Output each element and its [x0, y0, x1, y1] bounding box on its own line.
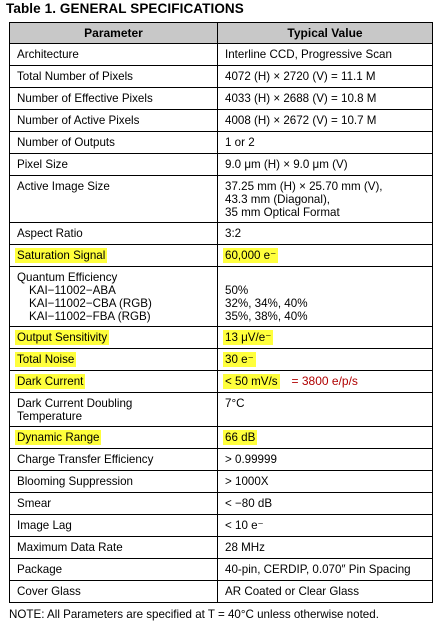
value-text: 28 MHz	[225, 541, 265, 554]
value-text	[225, 271, 426, 284]
value-cell	[218, 493, 433, 515]
table-row	[10, 176, 433, 223]
parameter-label: Cover Glass	[17, 585, 81, 598]
value-text: > 0.99999	[225, 453, 277, 466]
table-row	[10, 349, 433, 371]
table-row	[10, 327, 433, 349]
value-cell	[218, 349, 433, 371]
parameter-label: Total Number of Pixels	[17, 70, 133, 83]
parameter-label: Smear	[17, 497, 52, 510]
parameter-label: KAI−11002−FBA (RGB)	[29, 310, 151, 323]
parameter-label: Number of Active Pixels	[17, 114, 140, 127]
value-text: 35 mm Optical Format	[225, 206, 340, 219]
table-row	[10, 515, 433, 537]
value-text: 32%, 34%, 40%	[225, 297, 308, 310]
table-row	[10, 471, 433, 493]
value-text: 50%	[225, 284, 249, 297]
parameter-cell	[10, 44, 218, 66]
table-row	[10, 537, 433, 559]
table-row	[10, 581, 433, 603]
parameter-cell	[10, 371, 218, 393]
value-cell	[218, 44, 433, 66]
table-row	[10, 393, 433, 427]
value-text: 9.0 μm (H) × 9.0 μm (V)	[225, 158, 348, 171]
parameter-label: Dark Current	[17, 375, 84, 388]
value-cell	[218, 154, 433, 176]
value-text: 43.3 mm (Diagonal),	[225, 193, 331, 206]
table-row	[10, 493, 433, 515]
parameter-cell	[10, 581, 218, 603]
value-text: Interline CCD, Progressive Scan	[225, 48, 392, 61]
value-cell	[218, 471, 433, 493]
value-cell	[218, 515, 433, 537]
value-text: 30 e⁻	[225, 353, 254, 366]
parameter-cell	[10, 88, 218, 110]
parameter-label: Aspect Ratio	[17, 227, 83, 240]
parameter-label: Dynamic Range	[17, 431, 100, 444]
parameter-label: Maximum Data Rate	[17, 541, 123, 554]
parameter-label: Active Image Size	[17, 180, 110, 193]
parameter-label: Package	[17, 563, 63, 576]
header-parameter: Parameter	[10, 23, 218, 44]
value-cell	[218, 223, 433, 245]
table-row	[10, 223, 433, 245]
parameter-cell	[10, 223, 218, 245]
table-row	[10, 245, 433, 267]
parameter-cell	[10, 537, 218, 559]
spec-table-body	[10, 44, 433, 603]
value-text: 13 μV/e⁻	[225, 331, 272, 344]
parameter-label: Number of Outputs	[17, 136, 115, 149]
value-text: 3:2	[225, 227, 242, 240]
value-cell	[218, 371, 433, 393]
parameter-cell	[10, 349, 218, 371]
parameter-cell	[10, 110, 218, 132]
table-row	[10, 371, 433, 393]
value-cell	[218, 132, 433, 154]
value-text: 60,000 e⁻	[225, 249, 277, 262]
value-text: 40-pin, CERDIP, 0.070″ Pin Spacing	[225, 563, 411, 576]
table-note: NOTE: All Parameters are specified at T = 40°C unless otherwise noted.	[9, 608, 379, 621]
parameter-label: Image Lag	[17, 519, 72, 532]
value-text: AR Coated or Clear Glass	[225, 585, 360, 598]
parameter-cell	[10, 267, 218, 327]
value-cell	[218, 88, 433, 110]
value-cell	[218, 427, 433, 449]
parameter-label: Temperature	[17, 410, 83, 423]
parameter-cell	[10, 327, 218, 349]
parameter-cell	[10, 449, 218, 471]
value-cell	[218, 245, 433, 267]
table-row	[10, 267, 433, 327]
parameter-cell	[10, 66, 218, 88]
parameter-cell	[10, 132, 218, 154]
parameter-label: Charge Transfer Efficiency	[17, 453, 154, 466]
value-text: 4008 (H) × 2672 (V) = 10.7 M	[225, 114, 377, 127]
table-row	[10, 66, 433, 88]
parameter-label: Output Sensitivity	[17, 331, 108, 344]
handwritten-annotation: = 3800 e/p/s	[291, 374, 358, 388]
parameter-label: Total Noise	[17, 353, 75, 366]
parameter-cell	[10, 154, 218, 176]
parameter-label: Architecture	[17, 48, 79, 61]
parameter-label: Dark Current Doubling	[17, 397, 133, 410]
value-text: 37.25 mm (H) × 25.70 mm (V),	[225, 180, 383, 193]
value-text: < 50 mV/s	[225, 375, 278, 388]
parameter-label: Pixel Size	[17, 158, 68, 171]
value-cell	[218, 110, 433, 132]
parameter-label: KAI−11002−ABA	[29, 284, 116, 297]
value-cell	[218, 176, 433, 223]
table-row	[10, 88, 433, 110]
parameter-cell	[10, 427, 218, 449]
parameter-cell	[10, 176, 218, 223]
table-row	[10, 427, 433, 449]
value-cell	[218, 581, 433, 603]
parameter-cell	[10, 471, 218, 493]
parameter-cell	[10, 515, 218, 537]
parameter-cell	[10, 245, 218, 267]
value-cell	[218, 66, 433, 88]
value-text: 7°C	[225, 397, 245, 410]
header-typical-value: Typical Value	[218, 23, 433, 44]
table-row	[10, 132, 433, 154]
table-row	[10, 449, 433, 471]
value-cell	[218, 393, 433, 427]
table-title: Table 1. GENERAL SPECIFICATIONS	[6, 1, 244, 16]
parameter-cell	[10, 493, 218, 515]
parameter-label: Blooming Suppression	[17, 475, 134, 488]
spec-table	[9, 22, 433, 603]
value-cell	[218, 327, 433, 349]
table-row	[10, 110, 433, 132]
value-text: 4033 (H) × 2688 (V) = 10.8 M	[225, 92, 377, 105]
value-cell	[218, 449, 433, 471]
parameter-cell	[10, 393, 218, 427]
value-cell	[218, 537, 433, 559]
value-text: 35%, 38%, 40%	[225, 310, 308, 323]
parameter-label: Quantum Efficiency	[17, 271, 118, 284]
parameter-cell	[10, 559, 218, 581]
table-row	[10, 154, 433, 176]
value-text: 1 or 2	[225, 136, 255, 149]
value-text: < 10 e⁻	[225, 519, 264, 532]
value-text: 4072 (H) × 2720 (V) = 11.1 M	[225, 70, 376, 83]
table-row	[10, 44, 433, 66]
value-text: 66 dB	[225, 431, 256, 444]
parameter-label: Saturation Signal	[17, 249, 106, 262]
value-text: < −80 dB	[225, 497, 273, 510]
value-text: > 1000X	[225, 475, 269, 488]
table-header-row	[10, 23, 433, 44]
parameter-label: Number of Effective Pixels	[17, 92, 153, 105]
value-cell	[218, 559, 433, 581]
value-cell	[218, 267, 433, 327]
table-row	[10, 559, 433, 581]
parameter-label: KAI−11002−CBA (RGB)	[29, 297, 152, 310]
